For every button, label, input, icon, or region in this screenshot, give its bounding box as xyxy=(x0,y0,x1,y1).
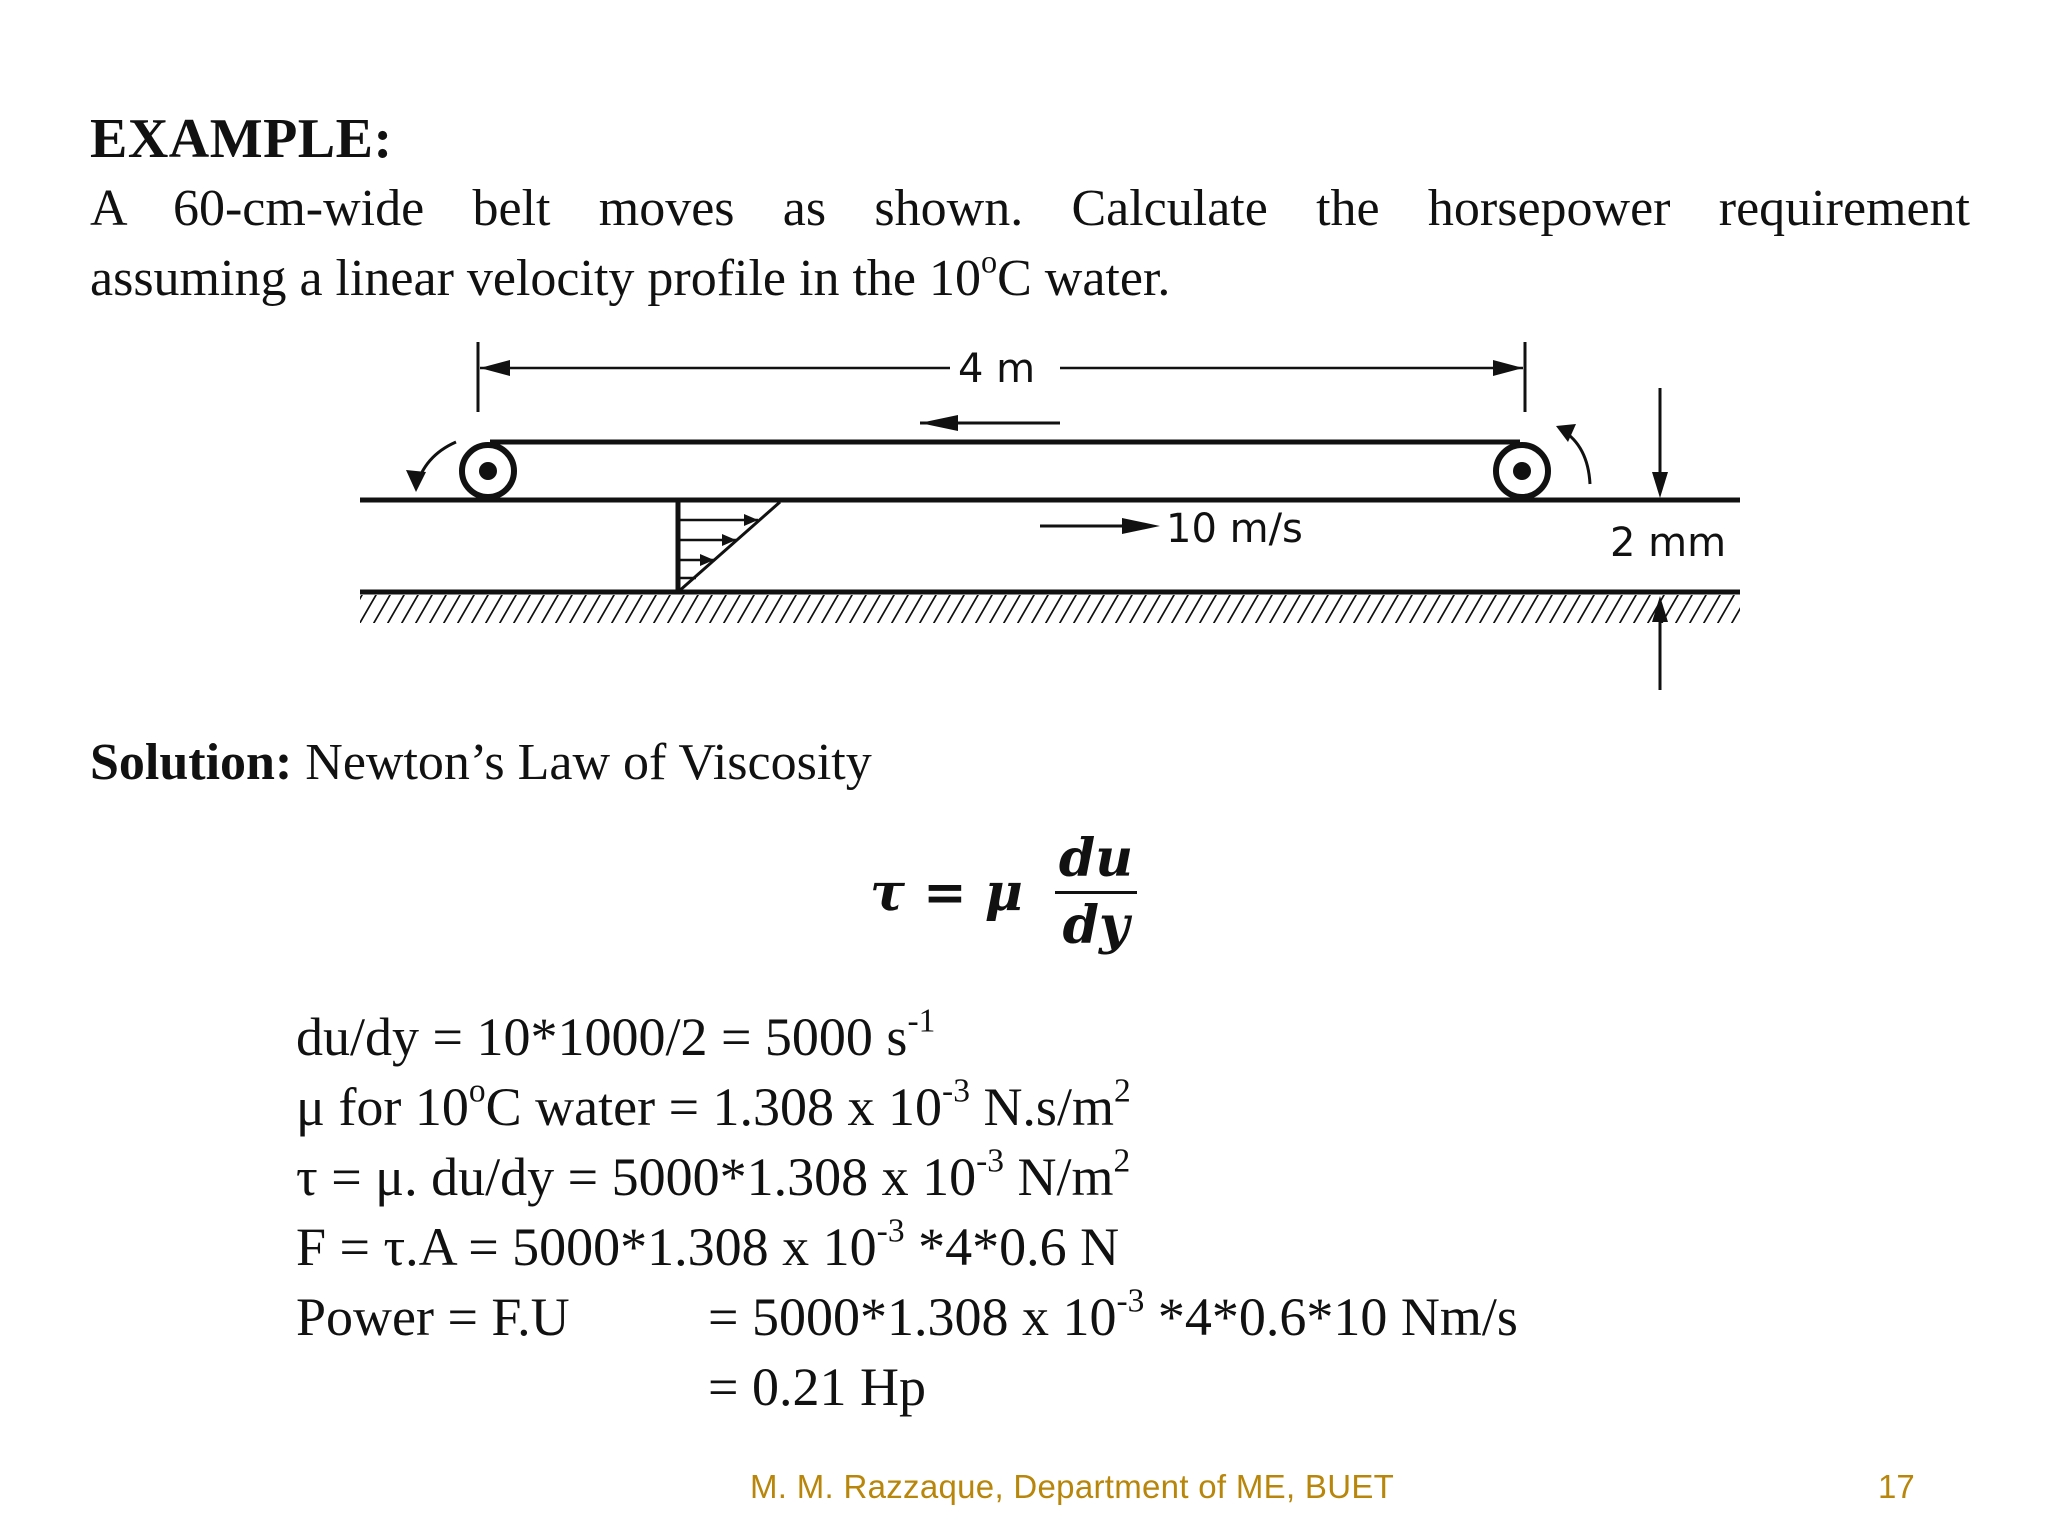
calc-line-2-sup-3: 2 xyxy=(1113,1072,1131,1110)
formula-lhs: τ = μ xyxy=(870,861,1023,923)
calc-line-force xyxy=(296,1212,1518,1282)
calc-line-2-unit: N.s/m xyxy=(969,1077,1114,1137)
problem-statement xyxy=(90,174,1970,314)
calc-line-shear-rate xyxy=(296,1002,1518,1072)
calc-line-1-text: du/dy = 10*1000/2 = 5000 s xyxy=(296,1007,908,1067)
calc-line-2-mid: C water = 1.308 x 10 xyxy=(485,1077,943,1137)
problem-line-2 xyxy=(90,244,1970,314)
calc-line-viscosity xyxy=(296,1072,1518,1142)
calc-line-2-sup-2: -3 xyxy=(942,1072,970,1110)
viscosity-formula xyxy=(870,822,1137,962)
problem-line-2-end: C water. xyxy=(997,250,1171,307)
velocity-label: 10 m/s xyxy=(1166,506,1303,552)
left-pulley xyxy=(462,445,514,497)
slide-heading: EXAMPLE: xyxy=(90,108,393,170)
velocity-profile xyxy=(678,502,780,592)
calc-line-4-text: F = τ.A = 5000*1.308 x 10 xyxy=(296,1217,877,1277)
calc-line-5-sup: -3 xyxy=(1116,1282,1145,1320)
right-rotation-arrow xyxy=(1556,424,1590,484)
page-number: 17 xyxy=(1878,1468,1915,1505)
calculation-block xyxy=(296,1002,1518,1422)
footer-author: M. M. Razzaque, Department of ME, BUET xyxy=(750,1468,1395,1505)
belt-top-arrow xyxy=(920,415,1060,431)
formula-numerator: du xyxy=(1055,833,1137,894)
calc-line-3-text: τ = μ. du/dy = 5000*1.308 x 10 xyxy=(296,1147,977,1207)
belt-diagram xyxy=(360,330,1760,710)
calc-line-1-sup: -1 xyxy=(907,1002,936,1040)
calc-line-shear-stress xyxy=(296,1142,1518,1212)
calc-line-4-end: *4*0.6 N xyxy=(904,1217,1120,1277)
problem-line-1: A 60-cm-wide belt moves as shown. Calculate the horsepower requirement xyxy=(90,180,1970,237)
formula-fraction xyxy=(1055,827,1137,956)
calc-line-6-text: = 0.21 Hp xyxy=(708,1357,926,1417)
gap-label: 2 mm xyxy=(1610,520,1727,566)
solution-line xyxy=(90,728,872,798)
calc-line-power xyxy=(296,1282,1518,1352)
gap-dimension xyxy=(1610,388,1726,690)
solution-label: Solution: xyxy=(90,734,293,791)
calc-line-5-end: *4*0.6*10 Nm/s xyxy=(1144,1287,1518,1347)
calc-line-5-text: = 5000*1.308 x 10 xyxy=(708,1287,1117,1347)
formula-denominator: dy xyxy=(1062,894,1130,956)
calc-line-3-sup-1: -3 xyxy=(976,1142,1004,1180)
belt xyxy=(490,442,1520,500)
calc-line-4-sup: -3 xyxy=(876,1212,905,1250)
length-dimension xyxy=(478,342,1525,412)
calc-line-3-sup-2: 2 xyxy=(1113,1142,1131,1180)
velocity-arrow xyxy=(1040,506,1303,552)
calc-line-result xyxy=(296,1352,1518,1422)
fixed-plate xyxy=(360,592,1740,623)
right-pulley xyxy=(1496,445,1548,497)
length-label: 4 m xyxy=(958,346,1036,392)
calc-line-5-label: Power = F.U xyxy=(296,1287,570,1347)
solution-text: Newton’s Law of Viscosity xyxy=(292,734,872,791)
calc-line-3-unit: N/m xyxy=(1003,1147,1114,1207)
left-rotation-arrow xyxy=(406,442,456,492)
calc-line-2-sup-1: o xyxy=(468,1072,486,1110)
calc-line-2-text: μ for 10 xyxy=(296,1077,469,1137)
problem-line-2-text: assuming a linear velocity profile in the 10 xyxy=(90,250,981,307)
degree-superscript: o xyxy=(980,243,998,280)
